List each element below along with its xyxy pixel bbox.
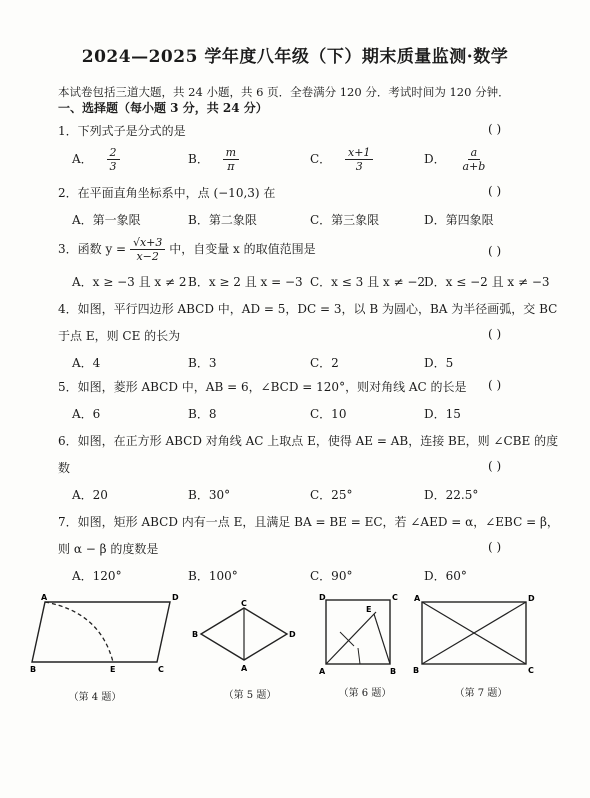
label-d: D [289,630,296,639]
q4-option-a: A．4 [72,356,101,370]
label-c: C [392,593,398,602]
arc-from-b [45,602,113,662]
q1-b-fraction: $\frac{m}{\pi}$ [223,146,239,173]
q3-option-c: C．x ≤ 3 且 x ≠ −2 [310,275,426,289]
q6-option-d: D．22.5° [424,488,479,502]
q2-option-a: A．第一象限 [72,213,141,227]
segment-be [374,614,390,664]
q3-option-a: A．x ≥ −3 且 x ≠ 2 [72,275,187,289]
q5-option-b: B．8 [188,407,217,421]
q1-option-d: D． $\frac{a}{a+b}$ [424,146,488,173]
q2-answer-paren: ( ) [488,184,502,198]
q1-answer-paren: ( ) [488,122,502,136]
label-e: E [110,665,116,674]
label-a: A [41,593,48,602]
q6-answer-paren: ( ) [488,459,502,473]
q7-option-d: D．60° [424,569,467,583]
q5-option-c: C．10 [310,407,347,421]
fig5-caption: （第 5 题） [223,690,277,701]
q2-option-c: C．第三象限 [310,213,380,227]
label-b: B [192,630,199,639]
q6-stem-line2: 数 [58,461,71,475]
label-e: E [366,605,372,614]
q6-stem-line1: 6．如图，在正方形 ABCD 对角线 AC 上取点 E，使得 AE = AB，连接 BE，则 ∠CBE 的度 [58,434,559,448]
q4-stem-line1: 4．如图，平行四边形 ABCD 中，AD = 5，DC = 3，以 B 为圆心，BA 为半径画弧，交 BC [58,302,558,316]
q1-d-fraction: $\frac{a}{a+b}$ [462,146,486,173]
q5-answer-paren: ( ) [488,378,502,392]
q5-option-a: A．6 [72,407,101,421]
figure-q4-parallelogram [30,592,180,684]
q1-a-fraction: $\frac{2}{3}$ [107,146,120,173]
parallelogram-abcd [32,602,170,662]
label-d: D [528,594,535,603]
q3-answer-paren: ( ) [488,244,502,258]
label-d: D [172,593,179,602]
q2-option-b: B．第二象限 [188,213,257,227]
page-title: 2024—2025 学年度八年级（下）期末质量监测·数学 [81,47,509,67]
q4-option-b: B．3 [188,356,217,370]
tick-mark-1 [340,632,354,646]
q7-option-c: C．90° [310,569,353,583]
figure-q5-rhombus [192,598,302,678]
q7-stem-line2: 则 α − β 的度数是 [58,542,159,556]
q1-c-fraction: $\frac{x+1}{3}$ [345,146,373,173]
figure-q7-rectangle [412,592,536,676]
q1-stem: 1．下列式子是分式的是 [58,124,186,138]
q5-stem: 5．如图，菱形 ABCD 中，AB = 6，∠BCD = 120°，则对角线 AC 的长是 [58,380,467,394]
q4-option-d: D．5 [424,356,454,370]
q7-answer-paren: ( ) [488,540,502,554]
label-b: B [30,665,37,674]
label-a: A [414,594,421,603]
q7-option-a: A．120° [72,569,122,583]
diagonal-ac [326,612,376,664]
q7-stem-line1: 7．如图，矩形 ABCD 内有一点 E，且满足 BA = BE = EC，若 ∠AED = α，∠EBC = β， [58,515,559,529]
label-b: B [390,667,397,676]
label-d: D [319,593,326,602]
tick-mark-2 [358,648,360,664]
q3-function-fraction: $\frac{√x+3}{x-2}$ [130,236,165,263]
q1-option-a: A． $\frac{2}{3}$ [72,146,120,173]
q6-option-b: B．30° [188,488,231,502]
fig7-caption: （第 7 题） [454,688,508,699]
q3-option-b: B．x ≥ 2 且 x = −3 [188,275,303,289]
q4-answer-paren: ( ) [488,327,502,341]
q1-option-c: C． $\frac{x+1}{3}$ [310,146,373,173]
section-heading: 一、选择题（每小题 3 分，共 24 分） [58,101,268,115]
q2-option-d: D．第四象限 [424,213,494,227]
q6-option-a: A．20 [72,488,108,502]
exam-intro: 本试卷包括三道大题，共 24 小题，共 6 页．全卷满分 120 分．考试时间为 120 分钟． [58,85,510,99]
q3-stem: 3．函数 y = $\frac{√x+3}{x-2}$ 中，自变量 x 的取值范围是 [58,236,316,263]
label-b: B [413,666,420,675]
fig4-caption: （第 4 题） [68,692,122,703]
label-a: A [241,664,248,673]
q2-stem: 2．在平面直角坐标系中，点 (−10,3) 在 [58,186,276,200]
label-c: C [241,599,247,608]
q4-option-c: C．2 [310,356,339,370]
label-c: C [158,665,164,674]
q1-option-b: B． $\frac{m}{\pi}$ [188,146,239,173]
q5-option-d: D．15 [424,407,461,421]
q4-stem-line2: 于点 E，则 CE 的长为 [58,329,181,343]
q3-option-d: D．x ≤ −2 且 x ≠ −3 [424,275,550,289]
figure-q6-square [318,590,398,682]
fig6-caption: （第 6 题） [338,688,392,699]
label-c: C [528,666,534,675]
q6-option-c: C．25° [310,488,353,502]
q7-option-b: B．100° [188,569,238,583]
label-a: A [319,667,326,676]
